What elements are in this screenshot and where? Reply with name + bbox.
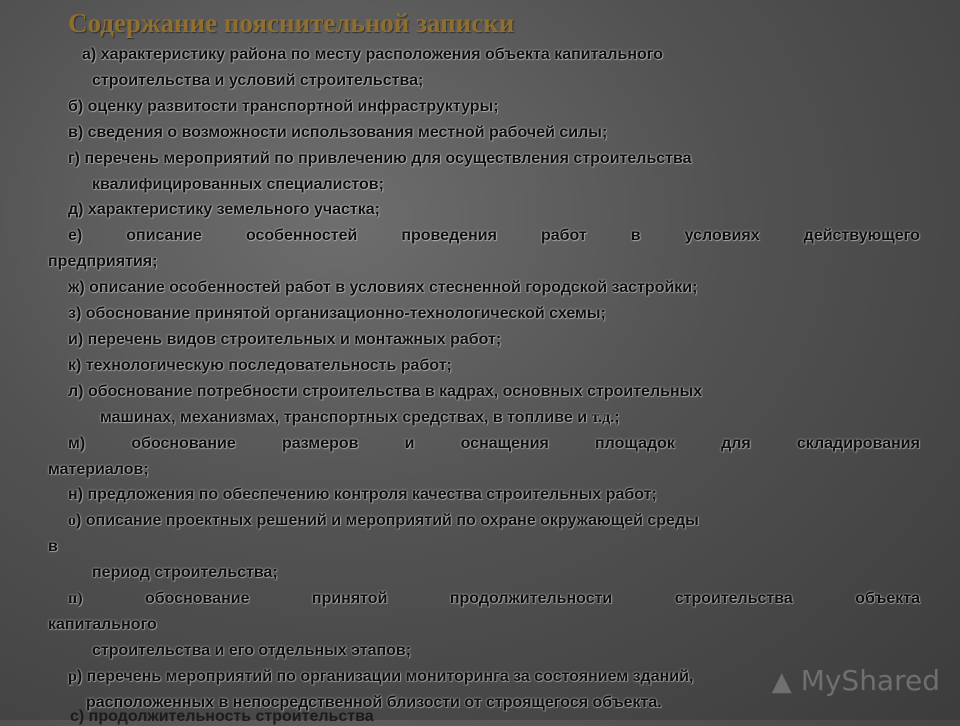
text-run: о — [68, 512, 76, 530]
word: проведения — [401, 227, 497, 245]
list-item-g-line1: г) перечень мероприятий по привлечению для осуществления строительства — [68, 149, 692, 167]
list-item-o-line1 — [48, 508, 920, 534]
list-item-b: б) оценку развитости транспортной инфраструктуры; — [68, 97, 499, 115]
word: объекта — [855, 590, 920, 608]
list-item-r-line2: расположенных в непосредственной близости от строящегося объекта. — [86, 693, 662, 711]
word: обоснование — [144, 590, 250, 608]
word: м) — [68, 434, 86, 452]
slide-content — [48, 42, 920, 716]
list-item-z: з) обоснование принятой организационно-технологической схемы; — [68, 305, 606, 323]
word: размеров — [281, 434, 359, 452]
word: описание — [126, 227, 202, 245]
word: п) — [68, 590, 83, 608]
word: оснащения — [460, 434, 549, 452]
list-item-zh: ж) описание особенностей работ в условиях стесненной городской застройки; — [68, 279, 698, 297]
list-item-g-line2: квалифицированных специалистов; — [92, 175, 384, 193]
word: для — [721, 434, 751, 452]
word: работ — [540, 227, 587, 245]
list-item-p-line1 — [48, 586, 920, 612]
word: строительства — [674, 590, 793, 608]
text-run: ) перечень мероприятий по организации мониторинга за состоянием зданий, — [76, 667, 694, 685]
list-item-m-line2: материалов; — [48, 460, 149, 478]
list-item-k: к) технологическую последовательность работ; — [68, 356, 452, 374]
text-run: р — [68, 667, 77, 685]
list-item-e-line1 — [48, 223, 920, 249]
slide-title: Содержание пояснительной записки — [68, 8, 515, 38]
text-run: т.д. — [591, 408, 615, 426]
list-item-v: в) сведения о возможности использования местной рабочей силы; — [68, 123, 608, 141]
word: продолжительности — [449, 590, 613, 608]
list-item-a-line1: а) характеристику района по месту расположения объекта капитального — [82, 46, 664, 63]
text-run: ) описание проектных решений и мероприятий по охране окружающей среды — [76, 512, 699, 530]
list-item-d: д) характеристику земельного участка; — [68, 201, 380, 219]
list-item-e-line2: предприятия; — [48, 253, 158, 271]
list-item-a-line2: строительства и условий строительства; — [92, 71, 424, 89]
text-run: машинах, механизмах, транспортных средствах, в топливе и — [100, 408, 592, 426]
word: условиях — [684, 227, 760, 245]
logo-icon: ▲ — [771, 667, 792, 697]
word: складирования — [796, 434, 920, 452]
word: площадок — [595, 434, 675, 452]
list-item-p-line3: строительства и его отдельных этапов; — [92, 641, 412, 659]
word: и — [404, 434, 415, 452]
list-item-m-line1 — [48, 431, 920, 457]
text-run: ; — [614, 408, 620, 426]
list-item-l-line1: л) обоснование потребности строительства в кадрах, основных строительных — [68, 382, 703, 400]
list-item-i: и) перечень видов строительных и монтажных работ; — [68, 330, 502, 348]
word: особенностей — [245, 227, 358, 245]
word: обоснование — [131, 434, 236, 452]
list-item-p-line2: капитального — [48, 615, 157, 633]
word: в — [630, 227, 641, 245]
list-item-n: н) предложения по обеспечению контроля качества строительных работ; — [68, 486, 657, 504]
list-item-o-line3: период строительства; — [92, 564, 278, 582]
list-item-s-partial: с) продолжительность строительства — [70, 708, 374, 725]
watermark — [772, 664, 940, 697]
list-item-l-line2 — [48, 405, 920, 431]
word: действующего — [803, 227, 920, 245]
word: е) — [68, 227, 83, 245]
word: принятой — [311, 590, 388, 608]
watermark-text: MyShared — [800, 664, 940, 697]
list-item-o-line2: в — [48, 538, 58, 556]
